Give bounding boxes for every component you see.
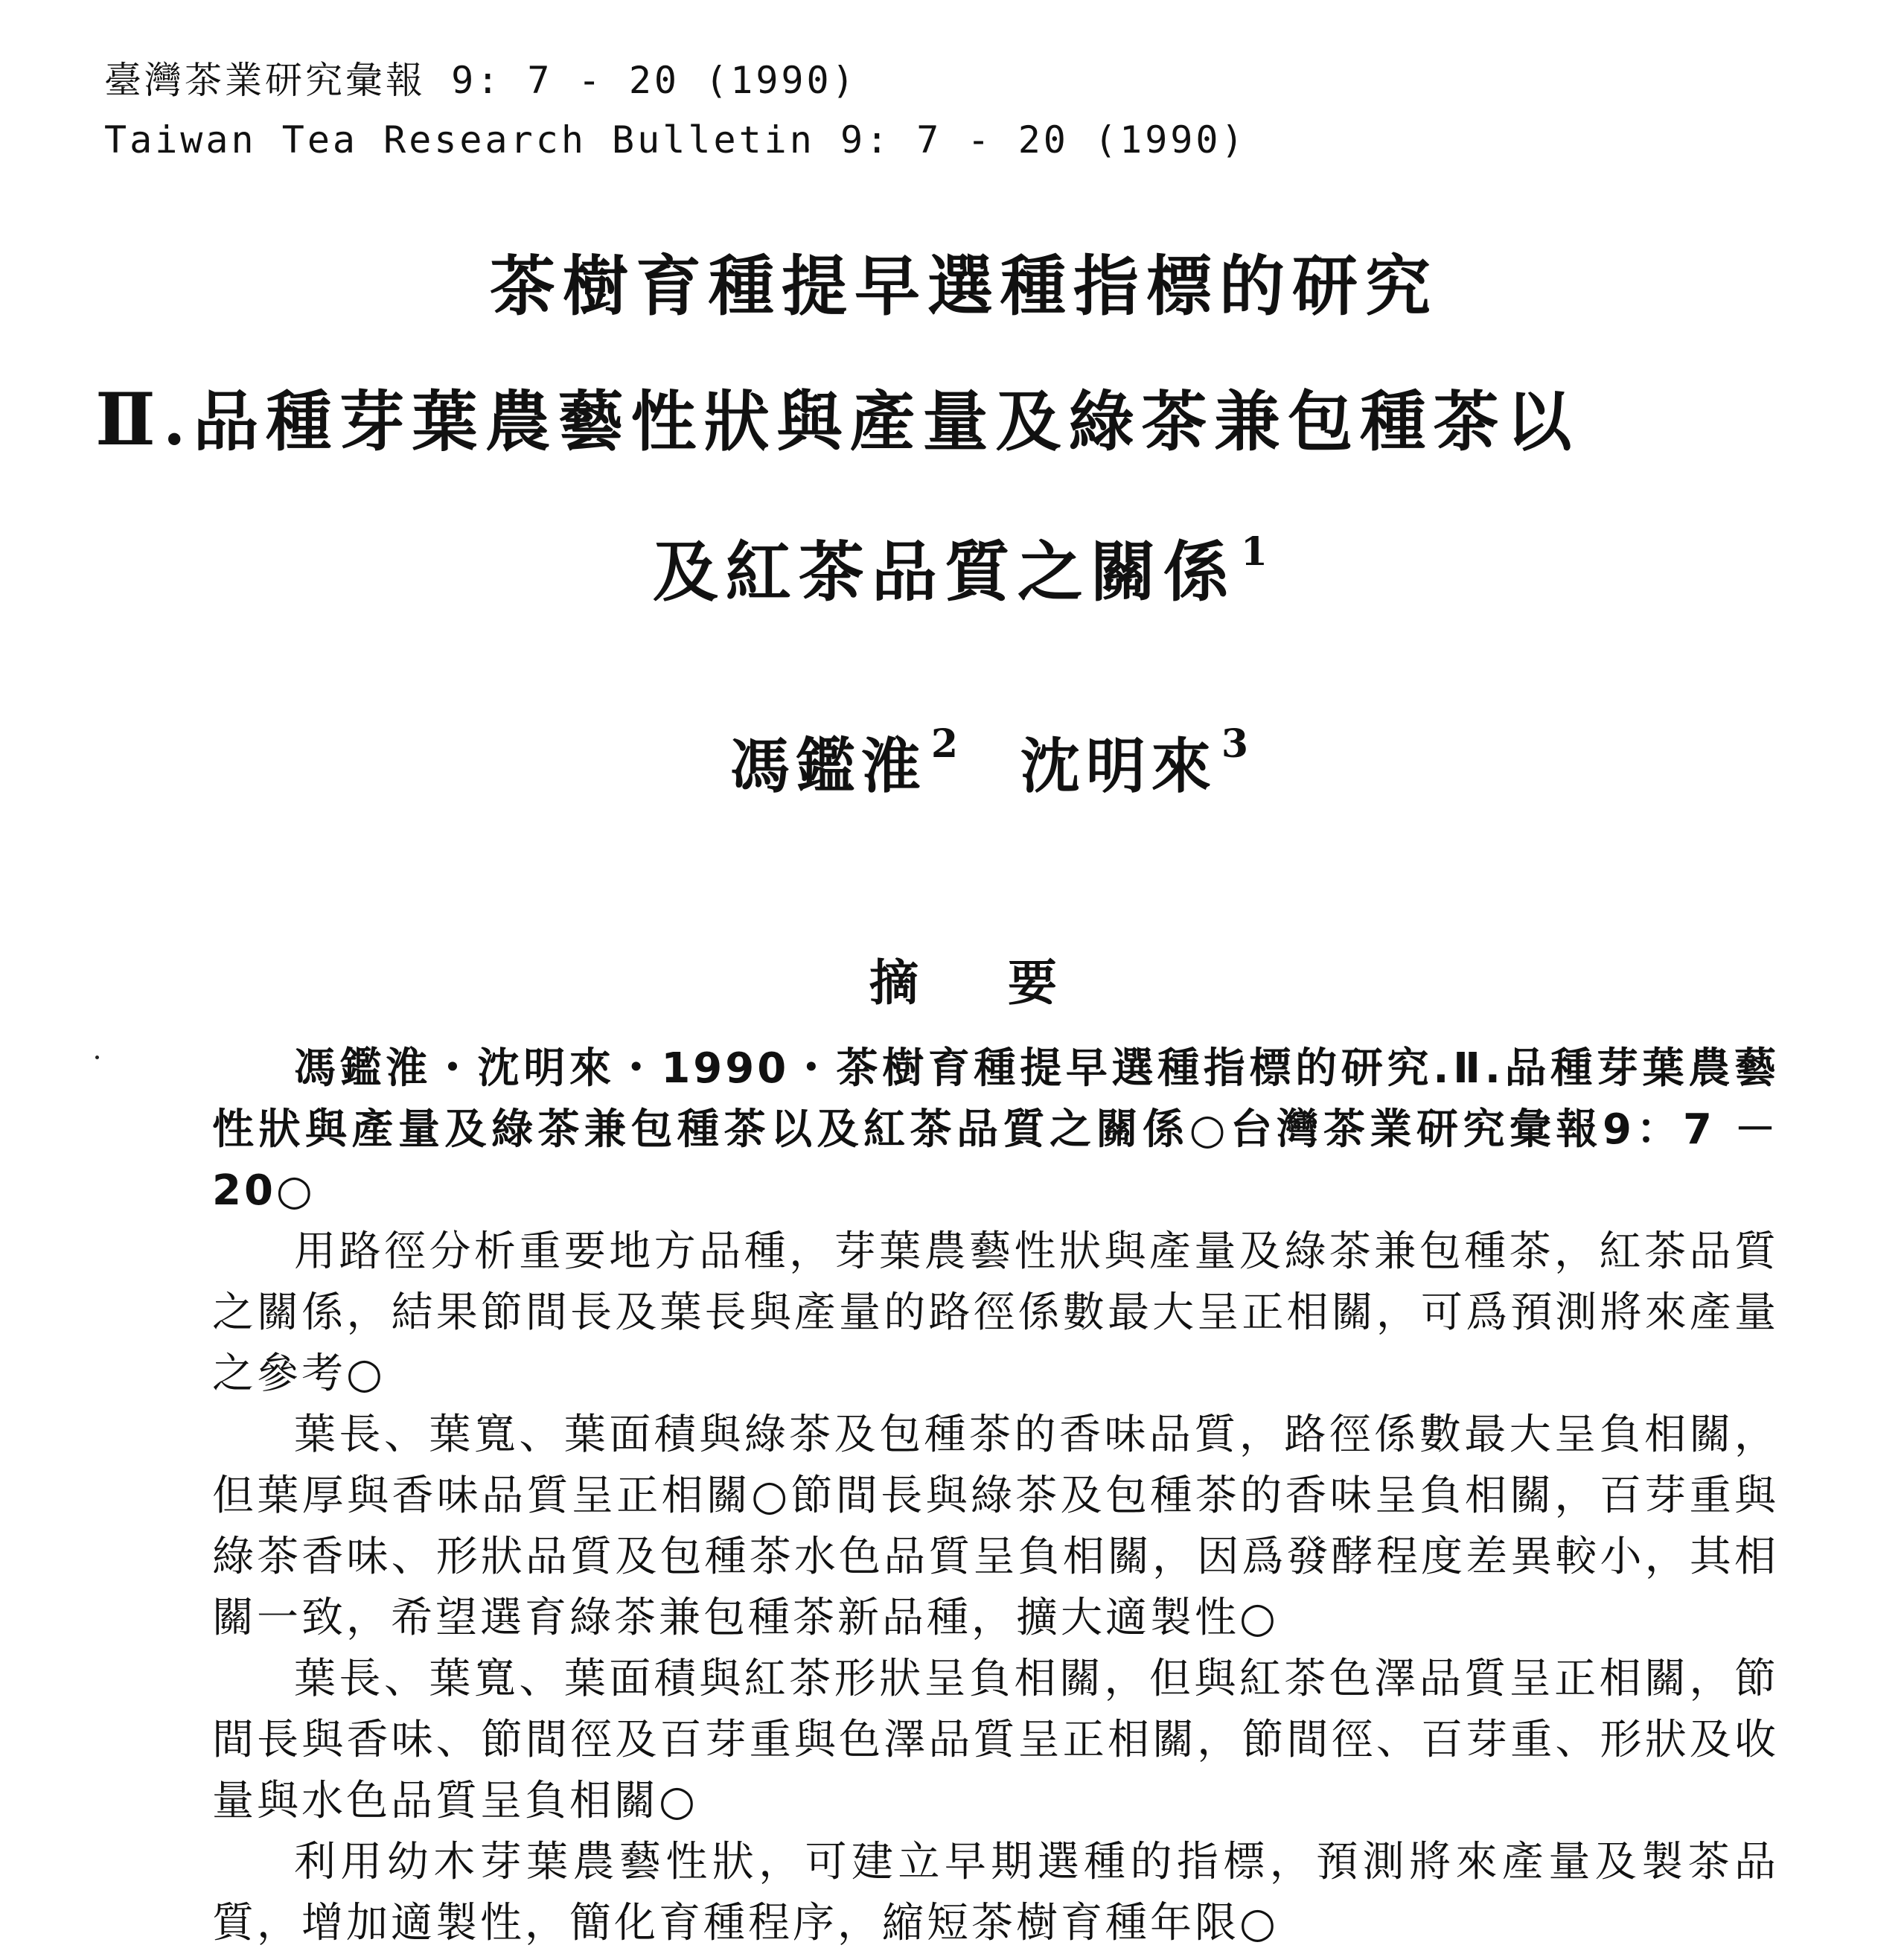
author-footnote-mark: 3	[1221, 721, 1249, 767]
abstract-body	[212, 1038, 1779, 1954]
author-item	[730, 711, 958, 799]
title-footnote-mark: 1	[1240, 529, 1268, 575]
title-line-3	[82, 520, 1838, 610]
title-line-3-text: 及紅茶品質之關係	[652, 533, 1236, 610]
journal-citation-zh: 臺灣茶業研究彙報 9: 7 - 20 (1990)	[104, 59, 857, 102]
author-item	[1020, 711, 1248, 799]
abstract-paragraph: 利用幼木芽葉農藝性狀，可建立早期選種的指標，預測將來產量及製茶品質，增加適製性，簡化育種程序，縮短茶樹育種年限○	[212, 1838, 1779, 1947]
abstract-heading: 摘要	[869, 954, 1146, 1012]
scan-speck	[95, 1056, 99, 1059]
title-line-2	[82, 377, 1838, 462]
abstract-paragraph: 葉長、葉寬、葉面積與紅茶形狀呈負相關，但與紅茶色澤品質呈正相關，節間長與香味、節間徑及百芽重與色澤品質呈正相關，節間徑、百芽重、形狀及收量與水色品質呈負相關○	[212, 1655, 1779, 1825]
author-footnote-mark: 2	[930, 721, 959, 767]
author-name: 沈明來	[1020, 731, 1217, 801]
author-list	[0, 711, 1904, 799]
abstract-paragraph: 用路徑分析重要地方品種，芽葉農藝性狀與產量及綠茶兼包種茶，紅茶品質之關係，結果節間長及葉長與產量的路徑係數最大呈正相關，可爲預測將來產量之參考○	[212, 1227, 1779, 1398]
author-name: 馮鑑淮	[729, 731, 927, 801]
title-line-2-text: .品種芽葉農藝性狀與產量及綠茶兼包種茶以	[162, 383, 1579, 460]
abstract-paragraph: 葉長、葉寬、葉面積與綠茶及包種茶的香味品質，路徑係數最大呈負相關，但葉厚與香味品質呈正相關○節間長與綠茶及包種茶的香味呈負相關，百芽重與綠茶香味、形狀品質及包種茶水色品質呈負相關，因爲發酵程度差異較小，其相關一致，希望選育綠茶兼包種茶新品種，擴大適製性○	[212, 1411, 1779, 1642]
journal-citation-en: Taiwan Tea Research Bulletin 9: 7 - 20 (1990)	[104, 118, 1247, 162]
paper-title	[95, 247, 1838, 610]
title-roman-numeral: Ⅱ	[95, 377, 163, 462]
abstract-citation: 馮鑑淮・沈明來・1990・茶樹育種提早選種指標的研究.Ⅱ.品種芽葉農藝性狀與產量及綠茶兼包種茶以及紅茶品質之關係○台灣茶業研究彙報9：7 － 20○	[212, 1044, 1779, 1215]
title-line-1: 茶樹育種提早選種指標的研究	[489, 247, 1438, 325]
